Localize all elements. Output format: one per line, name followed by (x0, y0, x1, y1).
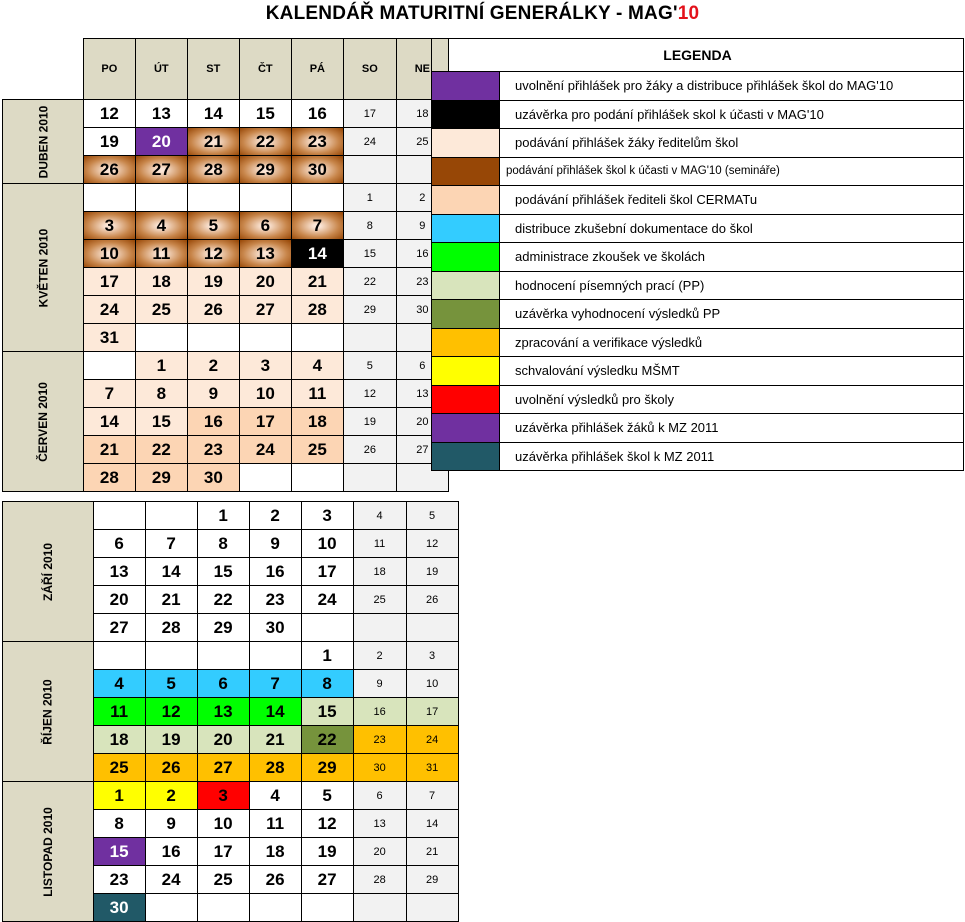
empty-cell (301, 894, 353, 922)
day-cell: 14 (187, 100, 239, 128)
day-cell: 24 (343, 128, 396, 156)
day-cell: 10 (197, 810, 249, 838)
day-cell: 12 (83, 100, 135, 128)
day-cell: 19 (343, 408, 396, 436)
legend-text: uzávěrka přihlášek žáků k MZ 2011 (500, 414, 964, 443)
day-cell: 1 (93, 782, 145, 810)
legend-swatch (432, 357, 500, 386)
legend-swatch (432, 243, 500, 272)
day-cell: 28 (145, 614, 197, 642)
month-label (3, 782, 94, 922)
legend-text: zpracování a verifikace výsledků (500, 328, 964, 357)
legend-item (432, 214, 964, 243)
legend-item (432, 300, 964, 329)
day-cell: 7 (291, 212, 343, 240)
day-cell: 16 (145, 838, 197, 866)
day-cell: 20 (396, 408, 448, 436)
day-cell: 14 (83, 408, 135, 436)
empty-cell (343, 324, 396, 352)
day-cell: 28 (353, 866, 406, 894)
title-accent: 10 (677, 3, 700, 24)
day-cell: 27 (93, 614, 145, 642)
day-cell: 30 (396, 296, 448, 324)
legend-item (432, 442, 964, 471)
day-cell: 25 (197, 866, 249, 894)
day-cell: 15 (301, 698, 353, 726)
day-header: SO (343, 39, 396, 100)
day-cell: 5 (145, 670, 197, 698)
day-cell: 18 (135, 268, 187, 296)
legend-item (432, 385, 964, 414)
day-cell: 10 (83, 240, 135, 268)
day-cell: 29 (406, 866, 458, 894)
day-cell: 5 (301, 782, 353, 810)
month-label (3, 100, 84, 184)
day-cell: 18 (249, 838, 301, 866)
legend-title: LEGENDA (432, 39, 964, 72)
empty-cell (406, 894, 458, 922)
legend-swatch (432, 157, 500, 186)
legend-item (432, 414, 964, 443)
day-cell: 16 (249, 558, 301, 586)
day-cell: 1 (343, 184, 396, 212)
day-cell: 10 (239, 380, 291, 408)
day-cell: 6 (353, 782, 406, 810)
legend-table (431, 38, 964, 471)
empty-cell (239, 184, 291, 212)
legend-text: podávání přihlášek žáky ředitelům škol (500, 129, 964, 158)
day-cell: 6 (239, 212, 291, 240)
day-cell: 24 (301, 586, 353, 614)
day-cell: 23 (291, 128, 343, 156)
day-cell: 12 (145, 698, 197, 726)
day-cell: 24 (406, 726, 458, 754)
day-cell: 14 (406, 810, 458, 838)
day-cell: 14 (291, 240, 343, 268)
day-cell: 13 (353, 810, 406, 838)
day-header: NE (396, 39, 448, 100)
empty-cell (197, 642, 249, 670)
day-cell: 22 (301, 726, 353, 754)
day-cell: 29 (135, 464, 187, 492)
day-cell: 26 (83, 156, 135, 184)
day-cell: 21 (249, 726, 301, 754)
day-cell: 28 (83, 464, 135, 492)
day-header: ST (187, 39, 239, 100)
empty-cell (83, 352, 135, 380)
day-cell: 16 (291, 100, 343, 128)
day-cell: 25 (93, 754, 145, 782)
day-cell: 2 (249, 502, 301, 530)
empty-cell (93, 642, 145, 670)
day-header: PO (83, 39, 135, 100)
week-row (3, 184, 449, 212)
empty-cell (249, 642, 301, 670)
day-cell: 17 (301, 558, 353, 586)
day-cell: 31 (406, 754, 458, 782)
day-cell: 18 (396, 100, 448, 128)
day-cell: 8 (197, 530, 249, 558)
day-cell: 26 (145, 754, 197, 782)
day-cell: 13 (239, 240, 291, 268)
legend-swatch (432, 72, 500, 101)
day-cell: 29 (343, 296, 396, 324)
day-cell: 25 (396, 128, 448, 156)
day-cell: 13 (135, 100, 187, 128)
day-cell: 6 (396, 352, 448, 380)
week-row (3, 782, 459, 810)
legend-text: podávání přihlášek škol k účasti v MAG'10 (semináře) (500, 157, 964, 186)
day-cell: 2 (396, 184, 448, 212)
day-cell: 15 (93, 838, 145, 866)
day-cell: 8 (301, 670, 353, 698)
day-cell: 17 (197, 838, 249, 866)
empty-cell (291, 324, 343, 352)
month-name: KVĚTEN 2010 (35, 228, 50, 307)
day-cell: 29 (197, 614, 249, 642)
legend-text: uzávěrka pro podání přihlášek skol k účasti v MAG'10 (500, 100, 964, 129)
day-cell: 8 (93, 810, 145, 838)
day-cell: 1 (197, 502, 249, 530)
day-cell: 22 (135, 436, 187, 464)
day-cell: 18 (93, 726, 145, 754)
day-cell: 14 (249, 698, 301, 726)
empty-cell (187, 184, 239, 212)
day-cell: 21 (145, 586, 197, 614)
month-name: DUBEN 2010 (35, 105, 50, 178)
legend-item (432, 186, 964, 215)
day-cell: 7 (145, 530, 197, 558)
day-cell: 25 (135, 296, 187, 324)
empty-cell (291, 464, 343, 492)
day-cell: 9 (249, 530, 301, 558)
day-cell: 24 (145, 866, 197, 894)
legend-item (432, 243, 964, 272)
empty-cell (93, 502, 145, 530)
day-cell: 20 (239, 268, 291, 296)
empty-cell (353, 614, 406, 642)
calendar-autumn (2, 501, 459, 922)
day-cell: 29 (239, 156, 291, 184)
day-cell: 30 (353, 754, 406, 782)
day-cell: 26 (406, 586, 458, 614)
page-title (0, 3, 965, 25)
day-cell: 23 (93, 866, 145, 894)
day-cell: 26 (343, 436, 396, 464)
day-cell: 27 (239, 296, 291, 324)
legend-swatch (432, 442, 500, 471)
day-cell: 24 (83, 296, 135, 324)
day-cell: 19 (187, 268, 239, 296)
header-corner (3, 39, 84, 100)
legend-text: administrace zkoušek ve školách (500, 243, 964, 272)
day-cell: 21 (83, 436, 135, 464)
day-cell: 19 (406, 558, 458, 586)
legend-swatch (432, 271, 500, 300)
empty-cell (291, 184, 343, 212)
day-cell: 29 (301, 754, 353, 782)
day-cell: 26 (187, 296, 239, 324)
day-cell: 9 (145, 810, 197, 838)
title-main: KALENDÁŘ MATURITNÍ GENERÁLKY - MAG' (265, 3, 678, 24)
day-cell: 18 (291, 408, 343, 436)
legend-swatch (432, 214, 500, 243)
week-row (3, 100, 449, 128)
day-cell: 27 (135, 156, 187, 184)
day-cell: 16 (187, 408, 239, 436)
day-cell: 3 (406, 642, 458, 670)
day-cell: 10 (406, 670, 458, 698)
empty-cell (145, 502, 197, 530)
day-cell: 15 (239, 100, 291, 128)
day-cell: 4 (249, 782, 301, 810)
day-cell: 7 (406, 782, 458, 810)
empty-cell (187, 324, 239, 352)
empty-cell (406, 614, 458, 642)
day-cell: 21 (187, 128, 239, 156)
day-cell: 17 (83, 268, 135, 296)
day-cell: 23 (187, 436, 239, 464)
week-row (3, 642, 459, 670)
legend-item (432, 157, 964, 186)
day-cell: 11 (249, 810, 301, 838)
day-cell: 21 (406, 838, 458, 866)
day-cell: 19 (301, 838, 353, 866)
day-header: PÁ (291, 39, 343, 100)
month-label (3, 352, 84, 492)
day-cell: 5 (187, 212, 239, 240)
day-cell: 11 (353, 530, 406, 558)
empty-cell (145, 894, 197, 922)
day-cell: 3 (83, 212, 135, 240)
empty-cell (249, 894, 301, 922)
day-cell: 9 (187, 380, 239, 408)
day-cell: 2 (187, 352, 239, 380)
legend-text: uzávěrka přihlášek škol k MZ 2011 (500, 442, 964, 471)
day-cell: 15 (197, 558, 249, 586)
month-label (3, 502, 94, 642)
legend-item (432, 100, 964, 129)
legend-swatch (432, 186, 500, 215)
day-cell: 6 (93, 530, 145, 558)
legend-swatch (432, 385, 500, 414)
day-cell: 17 (343, 100, 396, 128)
day-cell: 11 (291, 380, 343, 408)
day-cell: 30 (249, 614, 301, 642)
day-cell: 2 (353, 642, 406, 670)
day-cell: 11 (135, 240, 187, 268)
day-cell: 14 (145, 558, 197, 586)
week-row (3, 502, 459, 530)
day-cell: 10 (301, 530, 353, 558)
day-cell: 20 (93, 586, 145, 614)
month-name: ČERVEN 2010 (35, 381, 50, 462)
day-cell: 27 (301, 866, 353, 894)
day-cell: 15 (135, 408, 187, 436)
legend-item (432, 129, 964, 158)
month-name: ŘÍJEN 2010 (40, 678, 55, 745)
empty-cell (353, 894, 406, 922)
day-cell: 9 (353, 670, 406, 698)
empty-cell (301, 614, 353, 642)
empty-cell (145, 642, 197, 670)
calendar-spring (2, 38, 449, 492)
legend-swatch (432, 414, 500, 443)
day-cell: 16 (353, 698, 406, 726)
day-cell: 28 (249, 754, 301, 782)
day-cell: 11 (93, 698, 145, 726)
day-cell: 12 (301, 810, 353, 838)
legend-text: distribuce zkušební dokumentace do škol (500, 214, 964, 243)
legend-swatch (432, 129, 500, 158)
day-cell: 15 (343, 240, 396, 268)
legend-text: podávání přihlášek řediteli škol CERMATu (500, 186, 964, 215)
day-cell: 5 (406, 502, 458, 530)
day-cell: 12 (187, 240, 239, 268)
day-cell: 25 (291, 436, 343, 464)
day-cell: 7 (83, 380, 135, 408)
legend-swatch (432, 328, 500, 357)
day-cell: 5 (343, 352, 396, 380)
day-cell: 20 (197, 726, 249, 754)
legend-swatch (432, 300, 500, 329)
day-cell: 4 (353, 502, 406, 530)
day-cell: 26 (249, 866, 301, 894)
day-cell: 20 (135, 128, 187, 156)
day-cell: 1 (135, 352, 187, 380)
day-cell: 30 (187, 464, 239, 492)
day-cell: 8 (343, 212, 396, 240)
day-cell: 17 (239, 408, 291, 436)
legend-item (432, 271, 964, 300)
day-cell: 3 (197, 782, 249, 810)
day-cell: 21 (291, 268, 343, 296)
empty-cell (239, 324, 291, 352)
month-label (3, 184, 84, 352)
day-cell: 30 (291, 156, 343, 184)
day-cell: 18 (353, 558, 406, 586)
day-cell: 27 (197, 754, 249, 782)
empty-cell (135, 324, 187, 352)
day-cell: 4 (93, 670, 145, 698)
day-cell: 13 (93, 558, 145, 586)
day-cell: 19 (83, 128, 135, 156)
empty-cell (135, 184, 187, 212)
day-cell: 17 (406, 698, 458, 726)
day-cell: 23 (353, 726, 406, 754)
day-cell: 22 (343, 268, 396, 296)
month-label (3, 642, 94, 782)
day-cell: 30 (93, 894, 145, 922)
day-cell: 31 (83, 324, 135, 352)
legend-text: uzávěrka vyhodnocení výsledků PP (500, 300, 964, 329)
day-cell: 2 (145, 782, 197, 810)
day-cell: 1 (301, 642, 353, 670)
day-cell: 13 (197, 698, 249, 726)
day-cell: 23 (396, 268, 448, 296)
day-cell: 22 (197, 586, 249, 614)
day-cell: 12 (343, 380, 396, 408)
day-cell: 28 (291, 296, 343, 324)
day-cell: 3 (301, 502, 353, 530)
day-cell: 13 (396, 380, 448, 408)
day-cell: 27 (396, 436, 448, 464)
legend-text: schvalování výsledku MŠMT (500, 357, 964, 386)
day-cell: 4 (135, 212, 187, 240)
month-name: LISTOPAD 2010 (40, 806, 55, 897)
day-cell: 3 (239, 352, 291, 380)
legend-item (432, 72, 964, 101)
day-cell: 4 (291, 352, 343, 380)
day-cell: 25 (353, 586, 406, 614)
empty-cell (239, 464, 291, 492)
legend-text: uvolnění přihlášek pro žáky a distribuce přihlášek škol do MAG'10 (500, 72, 964, 101)
legend-text: hodnocení písemných prací (PP) (500, 271, 964, 300)
empty-cell (83, 184, 135, 212)
day-cell: 20 (353, 838, 406, 866)
legend-item (432, 328, 964, 357)
empty-cell (197, 894, 249, 922)
empty-cell (343, 156, 396, 184)
day-cell: 19 (145, 726, 197, 754)
day-cell: 7 (249, 670, 301, 698)
day-cell: 24 (239, 436, 291, 464)
day-cell: 6 (197, 670, 249, 698)
day-cell: 8 (135, 380, 187, 408)
legend-item (432, 357, 964, 386)
day-header: ČT (239, 39, 291, 100)
week-row (3, 352, 449, 380)
day-cell: 9 (396, 212, 448, 240)
day-cell: 23 (249, 586, 301, 614)
day-header: ÚT (135, 39, 187, 100)
month-name: ZÁŘÍ 2010 (40, 542, 55, 601)
legend-text: uvolnění výsledků pro školy (500, 385, 964, 414)
day-cell: 28 (187, 156, 239, 184)
day-cell: 22 (239, 128, 291, 156)
day-cell: 16 (396, 240, 448, 268)
legend-swatch (432, 100, 500, 129)
empty-cell (343, 464, 396, 492)
day-cell: 12 (406, 530, 458, 558)
